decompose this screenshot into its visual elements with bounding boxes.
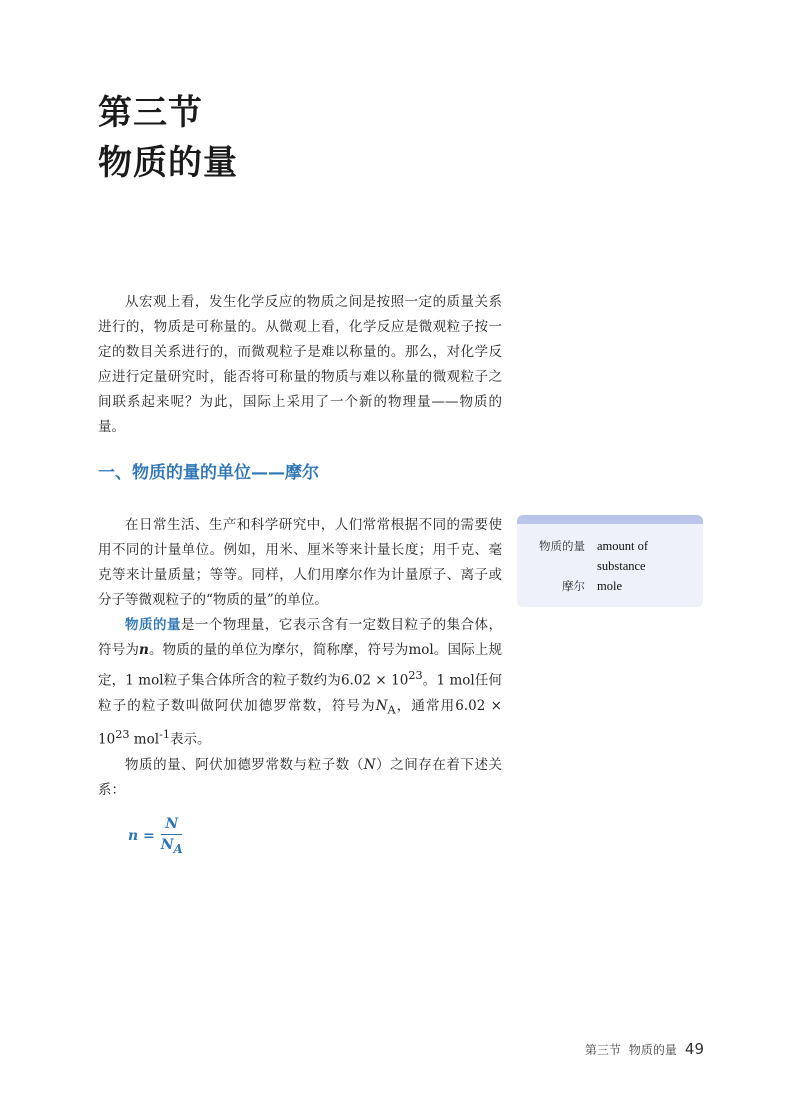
formula-lhs: n = <box>128 827 155 844</box>
intro-paragraph: 从宏观上看，发生化学反应的物质之间是按照一定的质量关系进行的，物质是可称量的。从微观上看，化学反应是微观粒子按一定的数目关系进行的，而微观粒子是难以称量的。那么，对化学反应进行定量研究时，能否将可称量的物质与难以称量的微观粒子之间联系起来呢？为此，国际上采用了一个新的物理量——物质的量。 <box>98 294 502 435</box>
glossary-row: substance <box>597 559 646 573</box>
section-title <box>98 88 238 188</box>
glossary-row: 摩尔 mole <box>562 579 622 593</box>
symbol-na: N <box>375 697 388 714</box>
symbol-n: n <box>138 642 149 658</box>
footer-section: 第三节 <box>584 1043 621 1057</box>
paragraph-relation: 物质的量、阿伏加德罗常数与粒子数（N）之间存在着下述关系： <box>98 756 503 798</box>
glossary-row: 物质的量 amount of <box>539 539 649 553</box>
glossary-header-bar <box>517 515 703 524</box>
formula-n-equals-n-over-na <box>128 816 183 856</box>
subsection-heading: 一、物质的量的单位——摩尔 <box>98 463 319 483</box>
term-amount-of-substance: 物质的量 <box>125 617 181 633</box>
paragraph-units: 在日常生活、生产和科学研究中，人们常常根据不同的需要使用不同的计量单位。例如，用米、厘米等来计量长度；用千克、毫克等来计量质量；等等。同样，人们用摩尔作为计量原子、离子或分子等微观粒子的“物质的量”的单位。 <box>98 517 502 608</box>
page-number: 49 <box>684 1040 704 1058</box>
glossary-box <box>517 515 703 607</box>
section-number: 第三节 <box>98 93 203 133</box>
section-name: 物质的量 <box>98 143 238 183</box>
formula-numerator: N <box>161 816 182 835</box>
page-footer <box>585 1040 704 1058</box>
formula-fraction <box>161 816 183 856</box>
formula-denominator: $N_A$ <box>160 837 183 856</box>
symbol-N: N <box>363 756 376 773</box>
footer-chapter-title: 物质的量 <box>628 1043 677 1057</box>
paragraph-definition: 物质的量是一个物理量，它表示含有一定数目粒子的集合体，符号为n。物质的量的单位为摩尔，简称摩，符号为mol。国际上规定，1 mol粒子集合体所含的粒子数约为$6.02 \times 10^{23}$。1 mol任何粒子的粒子数叫做阿伏加德罗常数，符号为$N_A$，通常用$6.02 \times 10^{23}$ mol$^{-1}$表示。 <box>98 617 503 748</box>
body-text <box>98 513 502 803</box>
